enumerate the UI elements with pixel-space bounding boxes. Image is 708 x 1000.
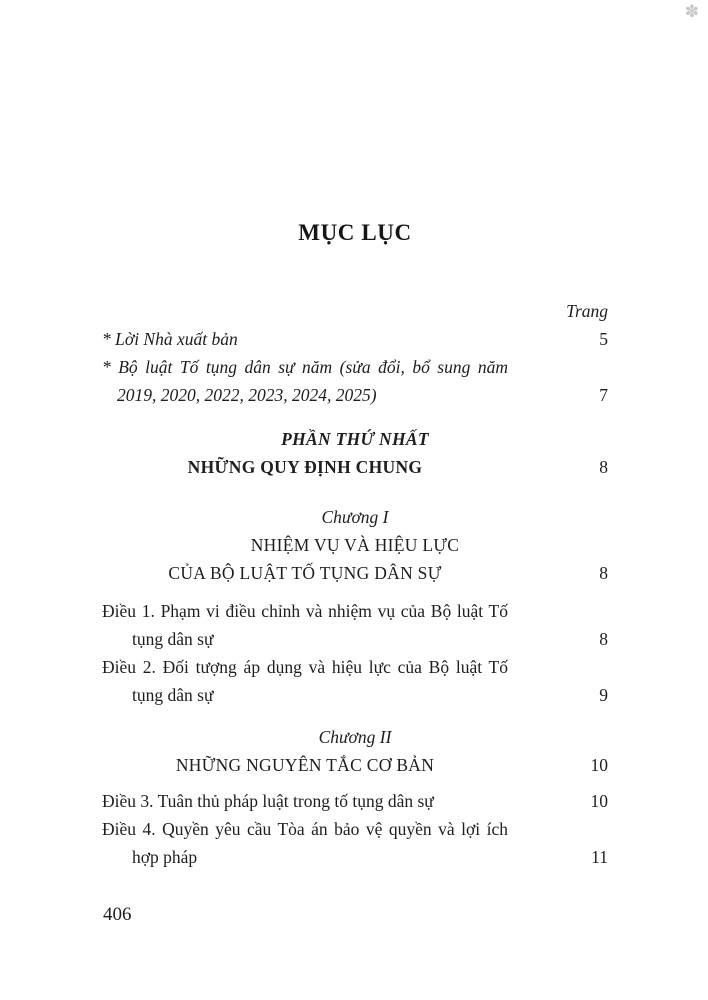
- toc-entry-article: [102, 597, 608, 653]
- chapter-title-line: CỦA BỘ LUẬT TỐ TỤNG DÂN SỰ: [168, 563, 442, 583]
- part-page: 8: [599, 457, 608, 477]
- chapter-page: 8: [599, 563, 608, 583]
- chapter-title-line: NHIỆM VỤ VÀ HIỆU LỰC: [250, 535, 460, 555]
- chapter-heading: [102, 751, 608, 779]
- footer-page-number: 406: [103, 904, 132, 925]
- chapter-heading: [102, 559, 608, 587]
- article-label: Điều 4. Quyền yêu cầu Tòa án bảo vệ quyền và lợi ích hợp pháp: [102, 819, 508, 867]
- flower-icon: ✽: [684, 2, 699, 22]
- toc-entry-article: [102, 653, 608, 709]
- toc-entry-article: [102, 815, 608, 871]
- chapter-articles: [102, 787, 608, 871]
- part-title: NHỮNG QUY ĐỊNH CHUNG: [187, 457, 423, 477]
- article-page: 11: [591, 847, 608, 867]
- article-page: 9: [599, 685, 608, 705]
- chapter-kicker: Chương II: [318, 727, 392, 747]
- toc-entry-article: [102, 787, 608, 815]
- part-kicker: PHẦN THỨ NHẤT: [281, 429, 429, 449]
- article-label: Điều 2. Đối tượng áp dụng và hiệu lực của Bộ luật Tố tụng dân sự: [102, 657, 508, 705]
- article-page: 10: [590, 791, 608, 811]
- chapter-page: 10: [590, 755, 608, 775]
- toc-entry-front-matter: [102, 353, 608, 409]
- part-heading: [102, 453, 608, 481]
- toc-entry-front-matter: [102, 325, 608, 353]
- toc-column-header: Trang: [566, 301, 608, 321]
- chapter-kicker: Chương I: [321, 507, 389, 527]
- chapter-articles: [102, 597, 608, 709]
- page-title: MỤC LỤC: [298, 220, 412, 245]
- toc-entry-page: 5: [599, 329, 608, 349]
- chapter-title-line: NHỮNG NGUYÊN TẮC CƠ BẢN: [175, 755, 435, 775]
- toc-entry-label: * Lời Nhà xuất bản: [102, 329, 238, 349]
- article-page: 8: [599, 629, 608, 649]
- toc-entry-label: * Bộ luật Tố tụng dân sự năm (sửa đổi, bổ sung năm 2019, 2020, 2022, 2023, 2024, 2025): [102, 357, 508, 405]
- article-label: Điều 3. Tuân thủ pháp luật trong tố tụng dân sự: [102, 791, 434, 811]
- toc-entry-page: 7: [599, 385, 608, 405]
- article-label: Điều 1. Phạm vi điều chỉnh và nhiệm vụ của Bộ luật Tố tụng dân sự: [102, 601, 508, 649]
